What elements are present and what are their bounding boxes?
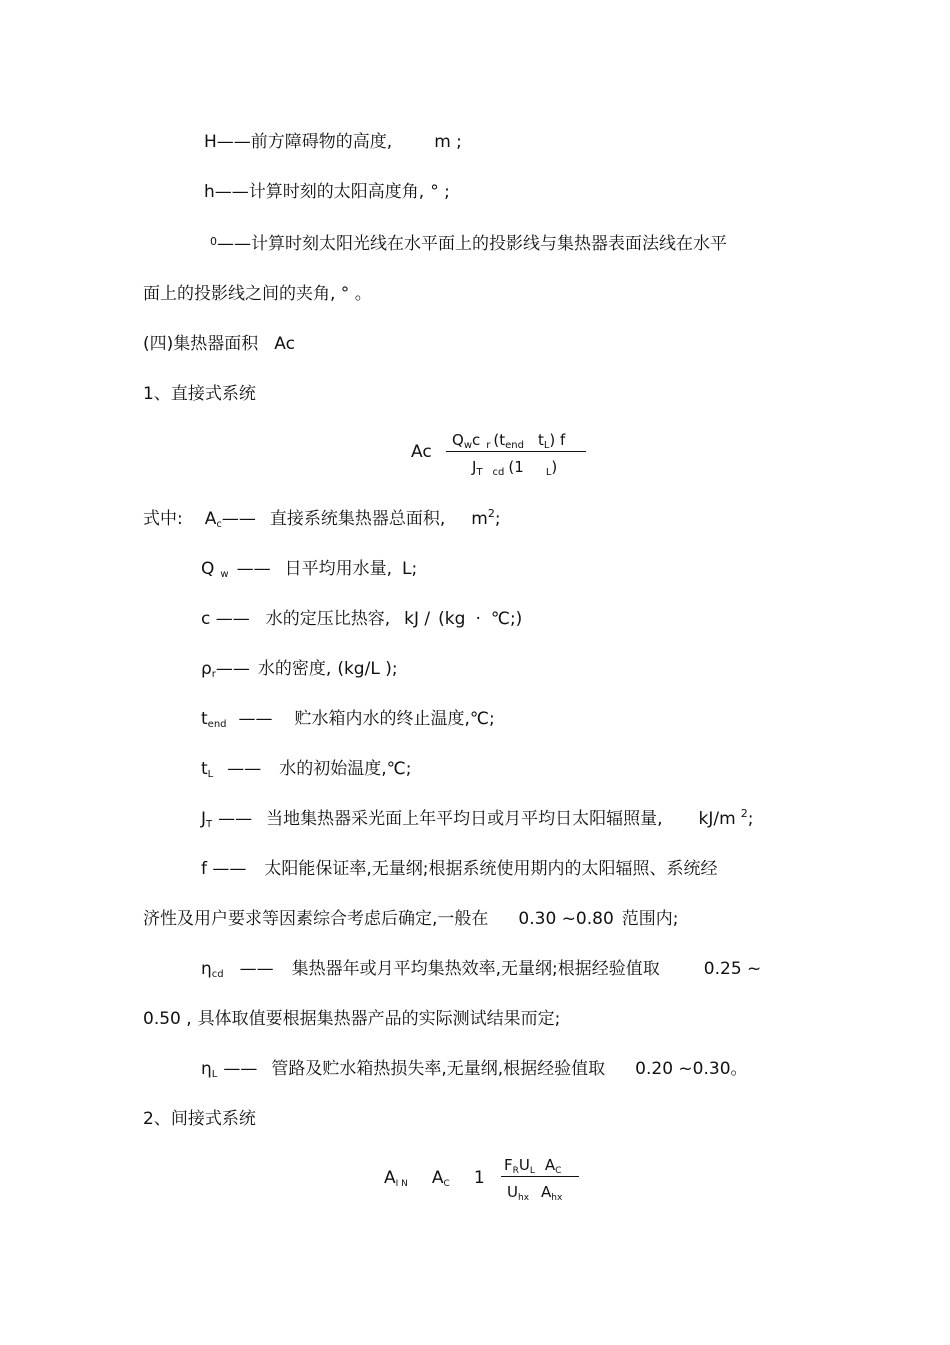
definition-text: ——计算时刻太阳光线在水平面上的投影线与集热器表面法线在水平 bbox=[217, 234, 727, 254]
definition-phi-continued bbox=[143, 283, 372, 305]
unit: ° ; bbox=[430, 182, 450, 202]
formula-denominator bbox=[507, 1182, 562, 1205]
fraction-bar bbox=[446, 451, 586, 452]
term-t: (t bbox=[493, 431, 506, 449]
symbol-J: J bbox=[201, 809, 207, 829]
subsection-title: 1、直接式系统 bbox=[143, 384, 256, 404]
term-t: t bbox=[537, 431, 544, 449]
unit: (kg bbox=[438, 609, 466, 629]
sub-r: r bbox=[211, 669, 216, 680]
definition-text: 太阳能保证率,无量纲;根据系统使用期内的太阳辐照、系统经 bbox=[264, 859, 718, 879]
definition-text: 当地集热器采光面上年平均日或月平均日太阳辐照量, bbox=[266, 809, 663, 829]
value-range: 0.50 , bbox=[143, 1009, 192, 1029]
subsection-title: 2、间接式系统 bbox=[143, 1109, 256, 1129]
punct: ; bbox=[747, 809, 754, 829]
definition-eta-L bbox=[201, 1058, 748, 1083]
symbol-eta: η bbox=[201, 1059, 212, 1079]
sub-cd: cd bbox=[211, 969, 224, 980]
subsection-heading-indirect bbox=[143, 1108, 256, 1130]
sub-w: w bbox=[220, 569, 229, 580]
definition-text: ——前方障碍物的高度, bbox=[216, 132, 393, 152]
term-A: A bbox=[544, 1156, 556, 1174]
unit: ℃; bbox=[469, 709, 495, 729]
unit: m ; bbox=[434, 132, 462, 152]
sub-hx: hx bbox=[551, 1193, 563, 1203]
symbol-phi: 0 bbox=[210, 235, 217, 248]
punct: ; bbox=[494, 509, 501, 529]
sub-L: L bbox=[207, 769, 214, 780]
sub-r: r bbox=[486, 440, 491, 451]
symbol-t: t bbox=[201, 759, 208, 779]
sub-c: c bbox=[216, 519, 222, 530]
dash: —— bbox=[221, 509, 256, 529]
sub-C: C bbox=[443, 1179, 450, 1189]
unit: (kg/L ); bbox=[337, 659, 398, 679]
term-one: 1 bbox=[473, 1168, 485, 1188]
unit: m bbox=[471, 509, 488, 529]
definition-text: 水的定压比热容, bbox=[265, 609, 391, 629]
definition-text: 水的初始温度, bbox=[279, 759, 387, 779]
definition-Ac bbox=[143, 508, 501, 533]
fraction-bar bbox=[501, 1176, 579, 1177]
definition-text: 济性及用户要求等因素综合考虑后确定,一般在 bbox=[143, 909, 489, 929]
definition-text: 集热器年或月平均集热效率,无量纲;根据经验值取 bbox=[291, 959, 660, 979]
symbol-t: t bbox=[201, 709, 208, 729]
definition-text: 面上的投影线之间的夹角, ° 。 bbox=[143, 284, 372, 304]
definition-text: 直接系统集热器总面积, bbox=[269, 509, 446, 529]
sub-C: C bbox=[555, 1166, 562, 1176]
definition-f bbox=[201, 858, 718, 880]
definition-text: 范围内; bbox=[621, 909, 679, 929]
sub-L: L bbox=[529, 1166, 535, 1176]
unit: kJ/m bbox=[698, 809, 736, 829]
definition-c bbox=[201, 608, 522, 630]
term-f: ) f bbox=[549, 431, 566, 449]
term-F: F bbox=[504, 1156, 513, 1174]
dash: —— bbox=[218, 809, 253, 829]
definition-H bbox=[204, 131, 462, 153]
term-A: A bbox=[431, 1168, 444, 1188]
term-one: (1 bbox=[508, 458, 524, 476]
definition-Qw bbox=[201, 558, 417, 583]
section-heading bbox=[143, 333, 295, 355]
value-range: 0.30 ~0.80 bbox=[518, 909, 614, 929]
symbol-H: H bbox=[204, 132, 217, 152]
sub-L: L bbox=[211, 1069, 218, 1080]
unit: L; bbox=[401, 559, 418, 579]
value-range: 0.25 ~ bbox=[703, 959, 762, 979]
sub-w: w bbox=[463, 440, 472, 451]
sub-T: T bbox=[476, 467, 483, 478]
value-range: 0.20 ~0.30。 bbox=[635, 1059, 748, 1079]
unit: ℃; bbox=[386, 759, 412, 779]
definition-tL bbox=[201, 758, 411, 783]
definition-phi bbox=[210, 233, 727, 257]
dash: —— bbox=[223, 1059, 258, 1079]
unit-exponent: 2 bbox=[487, 507, 495, 520]
unit: ℃;) bbox=[490, 609, 523, 629]
formula-numerator bbox=[504, 1155, 561, 1178]
definition-text: 管路及贮水箱热损失率,无量纲,根据经验值取 bbox=[271, 1059, 606, 1079]
formula-lhs: Ac bbox=[411, 442, 432, 462]
definition-rho bbox=[201, 658, 398, 683]
sub-T: T bbox=[206, 819, 213, 830]
sub-hx: hx bbox=[517, 1193, 530, 1203]
section-title: (四)集热器面积 bbox=[143, 334, 259, 354]
definition-eta-cd bbox=[201, 958, 761, 983]
symbol-Q: Q bbox=[201, 559, 215, 579]
term-A: A bbox=[541, 1183, 552, 1201]
sub-L: L bbox=[543, 440, 550, 451]
symbol-A: A bbox=[204, 509, 217, 529]
section-symbol: Ac bbox=[274, 334, 295, 354]
formula-denominator bbox=[472, 457, 557, 480]
term-Q: Q bbox=[452, 431, 464, 449]
unit: · bbox=[475, 609, 481, 629]
definition-text: ——计算时刻的太阳高度角, bbox=[214, 182, 425, 202]
subsection-heading-direct bbox=[143, 383, 256, 405]
sub-cd: cd bbox=[492, 467, 505, 478]
sub-R: R bbox=[512, 1166, 519, 1176]
dash: —— bbox=[238, 709, 273, 729]
definition-JT bbox=[201, 808, 753, 833]
symbol-rho: ρ bbox=[201, 659, 212, 679]
definition-f-continued bbox=[143, 908, 679, 930]
formula-numerator bbox=[452, 430, 565, 453]
formula-lhs bbox=[384, 1167, 485, 1192]
symbol-eta: η bbox=[201, 959, 212, 979]
definition-text: 贮水箱内水的终止温度, bbox=[294, 709, 470, 729]
dash: —— bbox=[215, 659, 250, 679]
term-A: A bbox=[384, 1168, 396, 1188]
sub-end: end bbox=[505, 440, 524, 451]
sub-end: end bbox=[207, 719, 227, 730]
where-label: 式中: bbox=[143, 509, 183, 529]
unit: kJ / bbox=[404, 609, 431, 629]
symbol-h: h bbox=[204, 182, 215, 202]
dash: —— bbox=[239, 959, 274, 979]
sub-IN: I N bbox=[395, 1179, 408, 1189]
paren: ) bbox=[551, 458, 558, 476]
unit-exponent: 2 bbox=[740, 807, 748, 820]
definition-text: 水的密度, bbox=[257, 659, 332, 679]
definition-eta-cd-continued bbox=[143, 1008, 560, 1030]
dash: —— bbox=[227, 759, 262, 779]
definition-tend bbox=[201, 708, 495, 733]
symbol-f: f —— bbox=[201, 859, 247, 879]
definition-text: 具体取值要根据集热器产品的实际测试结果而定; bbox=[197, 1009, 561, 1029]
term-J: J bbox=[472, 458, 477, 476]
term-c: c bbox=[472, 431, 481, 449]
sub-L: L bbox=[545, 467, 552, 478]
symbol-c: c —— bbox=[201, 609, 250, 629]
term-U: U bbox=[518, 1156, 530, 1174]
definition-h bbox=[204, 181, 450, 203]
definition-text: 日平均用水量, bbox=[284, 559, 392, 579]
dash: —— bbox=[236, 559, 271, 579]
term-U: U bbox=[507, 1183, 518, 1201]
